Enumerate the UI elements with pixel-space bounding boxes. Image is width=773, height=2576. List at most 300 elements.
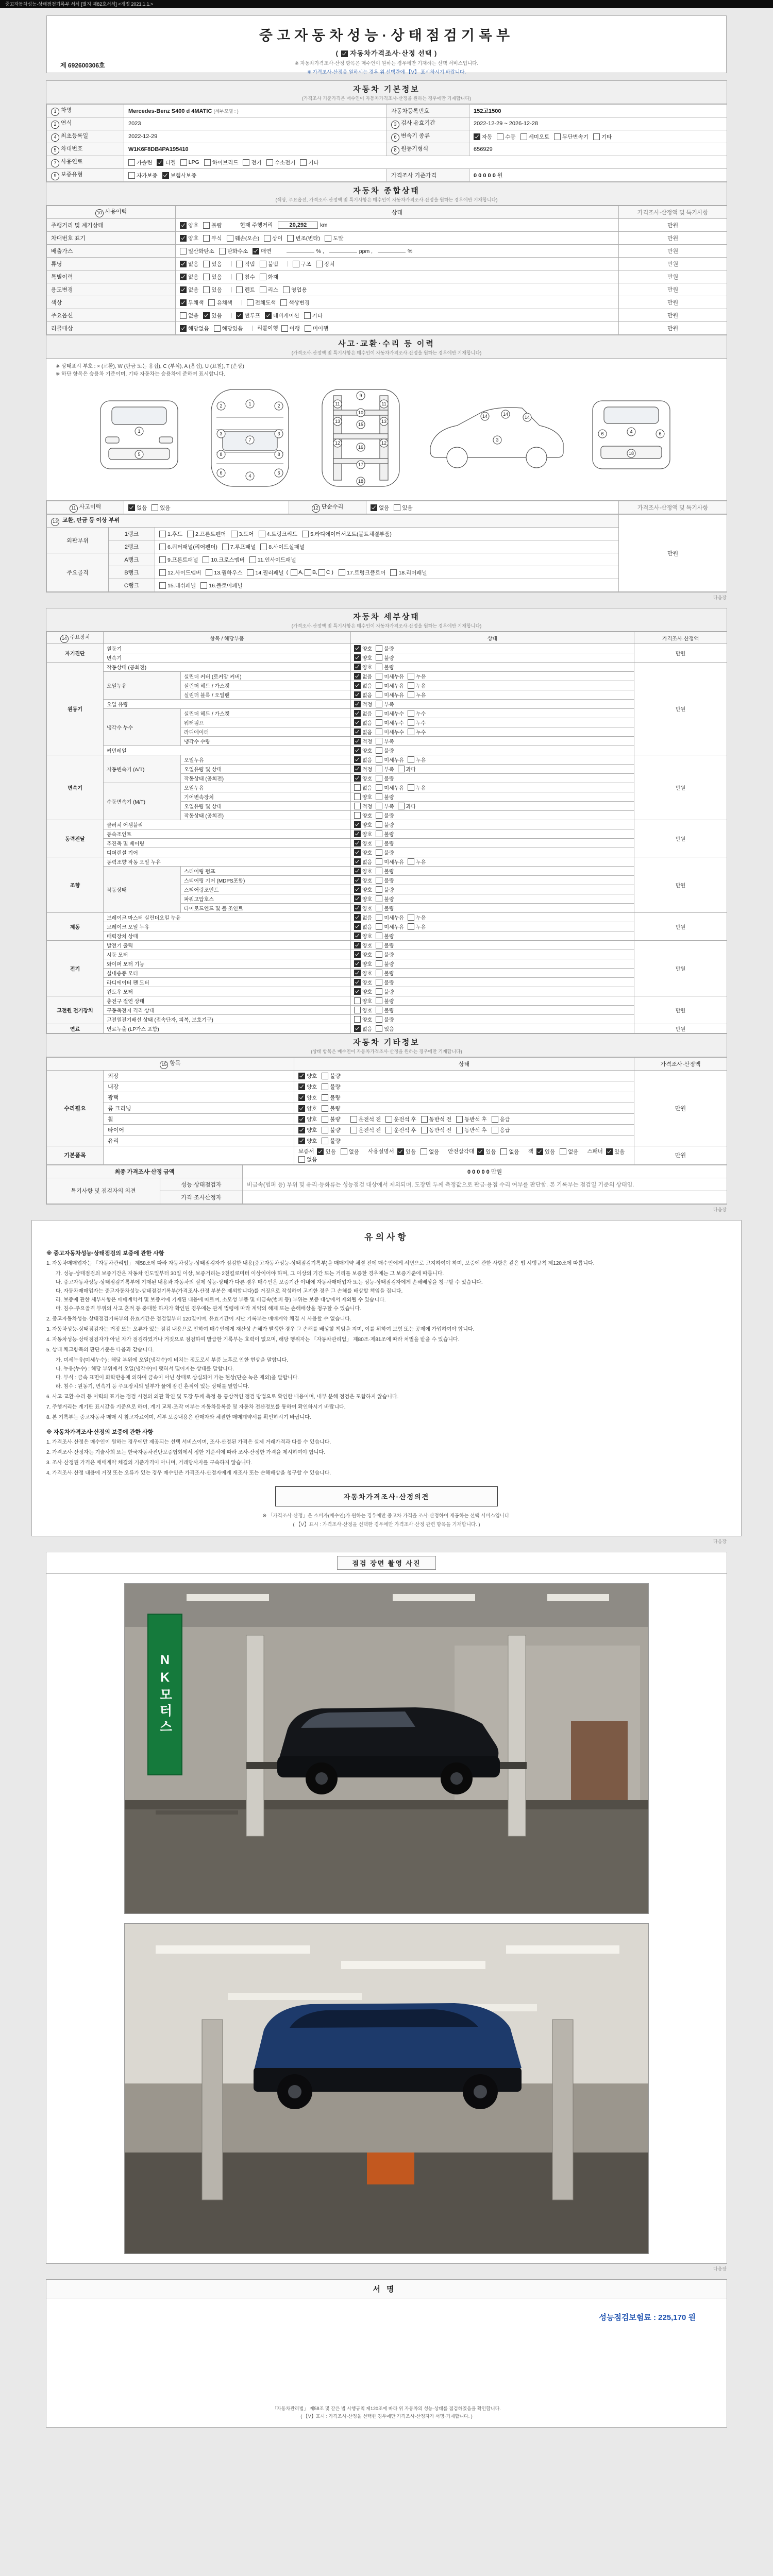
price-survey-label: 자동차가격조사·산정 선택 xyxy=(350,49,432,57)
option-unselected xyxy=(354,802,372,810)
option-label: 미세누유 xyxy=(384,693,404,699)
option-label: 1.후드 xyxy=(167,531,183,537)
option-selected xyxy=(606,1148,625,1156)
column-header-state: 상태 xyxy=(351,632,634,644)
column-header-label: 사용이력 xyxy=(105,209,127,215)
field-label-cell xyxy=(47,156,124,169)
svg-text:13: 13 xyxy=(381,419,387,424)
device-item-label: 타이로드엔드 및 볼 조인트 xyxy=(181,904,351,913)
usage-item-label: 리콜대상 xyxy=(47,322,176,335)
circled-number: 15 xyxy=(160,1061,168,1069)
checkbox xyxy=(243,159,249,166)
checkbox xyxy=(214,325,221,332)
option-label: 4.트렁크리드 xyxy=(266,531,298,537)
device-item-label: 충전구 절연 상태 xyxy=(104,996,351,1006)
option-label: 없음 xyxy=(362,730,373,736)
parts-header-row xyxy=(47,515,727,528)
device-state xyxy=(294,1081,634,1092)
checkbox-checked xyxy=(253,248,259,255)
price-cell: 만원 xyxy=(634,644,727,663)
option-unselected xyxy=(281,325,300,332)
checkbox-checked xyxy=(298,1116,305,1123)
state-code-legend xyxy=(46,359,727,378)
field-label-cell xyxy=(387,117,469,130)
option-unselected xyxy=(376,969,394,977)
device-state xyxy=(294,1125,634,1136)
option-selected xyxy=(354,700,372,708)
option-label: 기타 xyxy=(308,159,319,166)
model-year-cell: 2023 xyxy=(124,117,387,130)
device-state xyxy=(351,765,634,774)
checkbox xyxy=(376,682,382,689)
price-cell: 만원 xyxy=(619,232,727,245)
header-note-1: ※ 자동차가격조사·산정 항목은 매수인이 원하는 경우에만 기재하는 선택 서비스입니다. xyxy=(294,61,479,66)
workshop-banner: NK모터스 xyxy=(147,1614,182,1775)
notice-line: 1. 가격조사·산정은 매수인이 원하는 경우에만 제공되는 선택 서비스이며, 조사·산정된 가격은 실제 거래가격과 다를 수 있습니다. xyxy=(46,1439,331,1445)
device-row xyxy=(47,1081,727,1092)
option-label: 불량 xyxy=(384,878,394,884)
device-state xyxy=(351,718,634,727)
option-selected xyxy=(354,867,372,875)
section-title-accident: 사고·교환·수리 등 이력 xyxy=(338,340,435,348)
parts-rank-label: 1랭크 xyxy=(109,528,155,540)
checkbox-checked xyxy=(536,1148,543,1155)
separator: | xyxy=(230,312,232,318)
option-label: 불량 xyxy=(384,814,394,819)
option-label: 없음 xyxy=(362,786,373,791)
document-header xyxy=(46,15,727,73)
option-label: 수동 xyxy=(505,133,516,140)
option-label: 매연 xyxy=(261,248,272,255)
checkbox xyxy=(204,159,211,166)
option-label: 불량 xyxy=(384,1008,394,1014)
option-unselected xyxy=(376,997,394,1005)
device-item-label: 실린더 블록 / 오일팬 xyxy=(181,690,351,700)
option-unselected xyxy=(322,1137,340,1145)
option-unselected xyxy=(350,1126,381,1134)
price-cell: 만원 xyxy=(634,663,727,755)
blank-field xyxy=(329,247,357,253)
option-label: 양호 xyxy=(362,841,373,847)
checkbox xyxy=(208,299,215,306)
option-label: 있음 xyxy=(402,504,413,511)
svg-text:8: 8 xyxy=(277,452,280,457)
option-label: 누유 xyxy=(415,684,426,689)
notices-body xyxy=(46,1249,727,1477)
option-label: 변조(변타) xyxy=(295,235,321,242)
device-item-label: 동력조향 작동 오일 누유 xyxy=(104,857,351,867)
option-unselected xyxy=(376,756,404,764)
device-row xyxy=(47,644,727,653)
option-unselected xyxy=(376,802,394,810)
notice-line: 8. 본 기록부는 중고자동차 매매 시 참고자료이며, 세부 보증내용은 판매자와 체결한 매매계약서를 확인하시기 바랍니다. xyxy=(46,1414,311,1420)
opinion-note-2: ( 【V】표시 : 가격조사·산정을 선택한 경우에만 가격조사·산정 관련 항목을 기재합니다. ) xyxy=(293,1521,480,1528)
checkbox xyxy=(376,664,382,670)
option-unselected xyxy=(376,951,394,958)
checkbox-checked xyxy=(354,933,361,939)
vehicle-name-cell xyxy=(124,105,387,117)
option-unselected xyxy=(408,858,426,866)
option-unselected xyxy=(322,1072,340,1080)
inspection-insurance-fee xyxy=(599,2312,696,2323)
text-token: ppm , xyxy=(359,248,373,255)
option-unselected xyxy=(354,1006,372,1014)
option-selected xyxy=(371,504,389,512)
option-selected xyxy=(180,234,198,242)
option-unselected xyxy=(128,172,158,179)
device-item-label: 윈도우 모터 xyxy=(104,987,351,996)
checkbox-checked xyxy=(354,691,361,698)
column-header-price: 가격조사·산정액 및 특기사항 xyxy=(619,206,727,219)
checkbox xyxy=(421,1148,427,1155)
option-selected xyxy=(162,172,197,179)
option-label: 미세누유 xyxy=(384,860,404,866)
option-unselected xyxy=(236,286,255,294)
option-label: 양호 xyxy=(362,749,373,754)
price-cell: 만원 xyxy=(634,996,727,1024)
option-selected xyxy=(180,286,198,294)
option-unselected xyxy=(376,932,394,940)
checkbox xyxy=(376,933,382,939)
usage-history-row xyxy=(47,309,727,322)
device-group-label: 기본품목 xyxy=(47,1146,104,1165)
option-label: 양호 xyxy=(362,999,373,1005)
final-price-label: 최종 가격조사·산정 금액 xyxy=(47,1165,243,1178)
option-label: 양호 xyxy=(307,1116,317,1123)
spacer xyxy=(227,226,240,227)
notice-line: 가. 성능·상태점검의 보증기간은 자동차 인도일부터 30일 이상, 보증거리는 2천킬로미터 이상이어야 하며, 그 이상의 기간 또는 거리를 보증한 경우에는 그 보증기준에 따릅니다. xyxy=(56,1270,444,1277)
device-item-label: 오일유량 및 상태 xyxy=(181,765,351,774)
checkbox xyxy=(376,1016,382,1023)
option-label: 불량 xyxy=(384,665,394,671)
column-header-state: 상태 xyxy=(294,1058,634,1071)
device-group-label: 원동기 xyxy=(47,663,104,755)
option-label: 불량 xyxy=(330,1105,341,1112)
option-unselected xyxy=(408,682,426,689)
next-page-link[interactable]: 다음장 xyxy=(713,1207,727,1212)
top-title-bar xyxy=(0,0,773,8)
checkbox-checked xyxy=(265,312,272,319)
option-unselected xyxy=(385,1115,416,1123)
value-box: 20,292 xyxy=(278,222,318,229)
option-unselected xyxy=(206,569,242,577)
svg-text:3: 3 xyxy=(496,437,499,443)
option-label: 불량 xyxy=(330,1138,341,1144)
option-selected xyxy=(354,895,372,903)
checkbox xyxy=(593,133,600,140)
circled-number: 5 xyxy=(51,146,59,155)
option-label: 해당없음 xyxy=(188,325,209,332)
next-page-link[interactable]: 다음장 xyxy=(713,595,727,600)
checkbox xyxy=(350,1127,357,1133)
option-label: 불량 xyxy=(384,823,394,828)
checkbox-checked xyxy=(354,728,361,735)
field-label-cell xyxy=(387,143,469,156)
checkbox xyxy=(300,159,307,166)
option-unselected xyxy=(492,1115,510,1123)
paren: ( xyxy=(286,569,290,575)
svg-text:3: 3 xyxy=(220,431,223,436)
device-state xyxy=(351,653,634,663)
field-label: 가격조사 기준가격 xyxy=(391,173,437,179)
spacer xyxy=(276,252,284,253)
option-unselected xyxy=(376,978,394,986)
option-label: 부족 xyxy=(384,702,394,708)
option-unselected xyxy=(376,747,394,754)
parts-section-label: 주요골격 xyxy=(47,553,109,592)
checkbox-checked xyxy=(354,654,361,661)
option-selected xyxy=(354,1025,372,1032)
option-label: 디젤 xyxy=(165,159,176,166)
option-unselected xyxy=(159,530,182,538)
checkbox-checked xyxy=(298,1105,305,1112)
device-state xyxy=(351,783,634,792)
checkbox xyxy=(354,793,361,800)
checkbox xyxy=(318,569,325,576)
checkbox xyxy=(376,923,382,930)
option-label: 불량 xyxy=(384,897,394,903)
device-row xyxy=(47,783,727,792)
device-item-label: 작동상태 (공회전) xyxy=(181,774,351,783)
device-item-label: 추진축 및 베어링 xyxy=(104,839,351,848)
circled-number: 2 xyxy=(51,121,59,129)
field-label: 연식 xyxy=(61,120,72,126)
checkbox xyxy=(236,261,243,267)
price-cell: 만원 xyxy=(619,283,727,296)
separator: | xyxy=(230,260,232,267)
notice-line: 3. 조사·산정된 가격은 매매계약 체결의 기준가격이 아니며, 거래당사자를 구속하지 않습니다. xyxy=(46,1460,253,1466)
checkbox xyxy=(236,286,243,293)
checkbox xyxy=(350,1116,357,1123)
circled-number: 1 xyxy=(51,108,59,116)
device-item-label: 고전원전기배선 상태 (접속단자, 피복, 보호기구) xyxy=(104,1015,351,1024)
checkbox xyxy=(497,133,503,140)
checkbox xyxy=(421,1127,428,1133)
checkbox xyxy=(376,775,382,782)
svg-text:4: 4 xyxy=(248,473,251,479)
notice-line: 3. 자동차성능·상태점검자는 거짓 또는 오류가 있는 점검 내용으로 인하여 매수인에게 재산상 손해가 발생한 경우 그 손해를 배상할 책임을 지며, 이를 위하여 보험 또는 공제에 가입하여야 합니다. xyxy=(46,1326,475,1332)
option-selected xyxy=(354,756,372,764)
device-item-label: 휠 xyxy=(104,1114,294,1125)
option-unselected xyxy=(376,682,404,689)
price-cell: 만원 xyxy=(619,219,727,232)
table-row xyxy=(47,117,727,130)
checkbox xyxy=(322,1083,328,1090)
option-label: 양호 xyxy=(362,851,373,856)
checkbox xyxy=(376,979,382,986)
device-row xyxy=(47,1146,727,1165)
circled-number: 13 xyxy=(51,518,59,526)
option-label: 적정 xyxy=(362,767,373,773)
field-label-cell xyxy=(47,130,124,143)
option-label: 없음 xyxy=(362,721,373,726)
field-label: 변속기 종류 xyxy=(401,133,430,139)
table-row xyxy=(47,143,727,156)
checkbox xyxy=(159,556,166,563)
svg-text:14: 14 xyxy=(524,415,530,420)
main-form-card-2 xyxy=(46,608,727,1205)
text-token: 현재 주행거리 xyxy=(240,222,273,229)
svg-text:11: 11 xyxy=(381,401,386,406)
option-label: 미세누유 xyxy=(384,684,404,689)
section-title-basic: 자동차 기본정보 xyxy=(353,85,420,94)
device-group-label: 동력전달 xyxy=(47,820,104,857)
checkbox-checked xyxy=(354,923,361,930)
device-subgroup-label: 냉각수 누수 xyxy=(104,709,181,746)
circled-number: 8 xyxy=(391,146,399,155)
device-state xyxy=(351,922,634,931)
device-item-label: 브레이크 마스터 실린더오일 누유 xyxy=(104,913,351,922)
checkbox-checked xyxy=(354,970,361,976)
option-label: 동반석 후 xyxy=(464,1116,487,1123)
option-label: 누수 xyxy=(415,730,426,736)
option-label: 불량 xyxy=(330,1127,341,1133)
checkbox xyxy=(376,793,382,800)
option-unselected xyxy=(266,159,296,166)
option-unselected xyxy=(376,839,394,847)
option-label: 양호 xyxy=(307,1073,317,1079)
notices-title: 유의사항 xyxy=(364,1232,409,1242)
checkbox xyxy=(354,812,361,819)
option-unselected xyxy=(408,709,426,717)
device-item-label: 클러치 어셈블리 xyxy=(104,820,351,829)
device-group-label: 수리필요 xyxy=(47,1071,104,1146)
svg-text:1: 1 xyxy=(248,401,251,406)
checkbox xyxy=(227,235,233,242)
option-label: 양호 xyxy=(188,222,199,229)
checkbox xyxy=(280,299,287,306)
device-row xyxy=(47,1015,727,1024)
signature-body xyxy=(46,2298,727,2427)
option-unselected xyxy=(208,299,232,307)
field-label: 검사 유효기간 xyxy=(401,120,435,126)
parts-section-label: 외판부위 xyxy=(47,528,109,553)
usage-item-label: 차대번호 표기 xyxy=(47,232,176,245)
checkbox-checked xyxy=(180,286,187,293)
svg-text:3: 3 xyxy=(277,431,280,436)
top-title-text: 중고자동차성능·상태점검기록부 서식 [별지 제82호서식] <개정 2021.1.1.> xyxy=(5,2,154,7)
option-label: 없음 xyxy=(362,925,373,930)
checkbox-checked xyxy=(354,775,361,782)
next-page-link[interactable]: 다음장 xyxy=(713,2266,727,2272)
device-row xyxy=(47,867,727,876)
option-label: 기타 xyxy=(601,133,612,140)
device-row xyxy=(47,820,727,829)
device-item-label: 실린더 커버 (로커암 커버) xyxy=(181,672,351,681)
option-selected xyxy=(354,941,372,949)
field-label-cell xyxy=(387,130,469,143)
option-label: 있음 xyxy=(485,1148,496,1155)
svg-text:4: 4 xyxy=(630,429,633,434)
option-unselected xyxy=(394,504,412,512)
option-label: 양호 xyxy=(362,776,373,782)
checkbox xyxy=(376,701,382,707)
checkbox-checked xyxy=(298,1094,305,1101)
next-page-link[interactable]: 다음장 xyxy=(713,1538,727,1544)
option-selected xyxy=(354,923,372,930)
svg-text:12: 12 xyxy=(334,440,341,446)
option-label: 불량 xyxy=(384,971,394,977)
option-label: 양호 xyxy=(362,934,373,940)
field-label: 단순수리 xyxy=(321,504,344,510)
option-unselected xyxy=(354,811,372,819)
option-unselected xyxy=(354,784,372,791)
option-selected xyxy=(354,849,372,856)
svg-text:5: 5 xyxy=(138,452,141,457)
checkbox xyxy=(376,914,382,921)
usage-state xyxy=(176,245,619,258)
checkbox-checked xyxy=(354,831,361,837)
device-state xyxy=(351,941,634,950)
device-row xyxy=(47,672,727,681)
checkbox-checked xyxy=(354,951,361,958)
option-unselected xyxy=(159,543,217,551)
option-label: 없음 xyxy=(362,916,373,921)
option-unselected xyxy=(456,1126,487,1134)
checkbox-checked xyxy=(354,960,361,967)
device-item-label xyxy=(104,1146,294,1165)
checkbox xyxy=(376,960,382,967)
circled-number: 11 xyxy=(70,504,78,513)
section-title-comprehensive: 자동차 종합상태 xyxy=(353,187,420,195)
device-state xyxy=(294,1114,634,1125)
notice-line: 라. 보증에 관한 세부사항은 매매계약서 및 보증서에 기재된 내용에 따르며, 소모성 부품 및 비금속(범퍼 등) 부위는 보증 대상에서 제외될 수 있습니다. xyxy=(56,1297,386,1303)
checkbox xyxy=(408,858,414,865)
checkbox xyxy=(376,673,382,680)
checkbox xyxy=(408,719,414,726)
inspector-role-label: 성능·상태점검자 xyxy=(160,1178,243,1191)
final-price-table xyxy=(46,1165,727,1204)
checkbox-checked xyxy=(354,905,361,911)
svg-text:1: 1 xyxy=(138,429,141,434)
option-label: 무채색 xyxy=(188,299,204,306)
device-state xyxy=(351,996,634,1006)
checkbox xyxy=(408,756,414,763)
option-label: 침수 xyxy=(244,274,255,280)
usage-history-row xyxy=(47,283,727,296)
device-row xyxy=(47,1092,727,1103)
option-label: 불량 xyxy=(384,990,394,995)
checkbox-checked xyxy=(180,325,187,332)
svg-text:2: 2 xyxy=(220,403,223,409)
option-label: 양호 xyxy=(362,980,373,986)
option-label: 불량 xyxy=(384,943,394,949)
text-token: 안전삼각대 xyxy=(448,1148,475,1155)
option-unselected xyxy=(203,556,244,564)
option-unselected xyxy=(408,913,426,921)
option-unselected xyxy=(325,234,343,242)
option-label: 부족 xyxy=(384,804,394,810)
option-label: 8.사이드실패널 xyxy=(268,544,305,550)
checkbox xyxy=(298,1156,305,1163)
device-state xyxy=(351,848,634,857)
option-label: 미세누수 xyxy=(384,730,404,736)
checkbox xyxy=(203,556,209,563)
signature-card xyxy=(46,2279,727,2428)
checkbox-checked xyxy=(354,766,361,772)
checkbox xyxy=(305,325,311,332)
device-state xyxy=(351,857,634,867)
final-price-unit: 만원 xyxy=(491,1168,502,1175)
device-state xyxy=(351,690,634,700)
option-unselected xyxy=(456,1115,487,1123)
field-label: 보증유형 xyxy=(61,172,83,178)
checkbox-checked xyxy=(354,988,361,995)
separator: | xyxy=(241,299,243,306)
option-label: 장치 xyxy=(324,261,335,267)
warranty-options-cell xyxy=(124,169,387,182)
usage-history-row xyxy=(47,219,727,232)
